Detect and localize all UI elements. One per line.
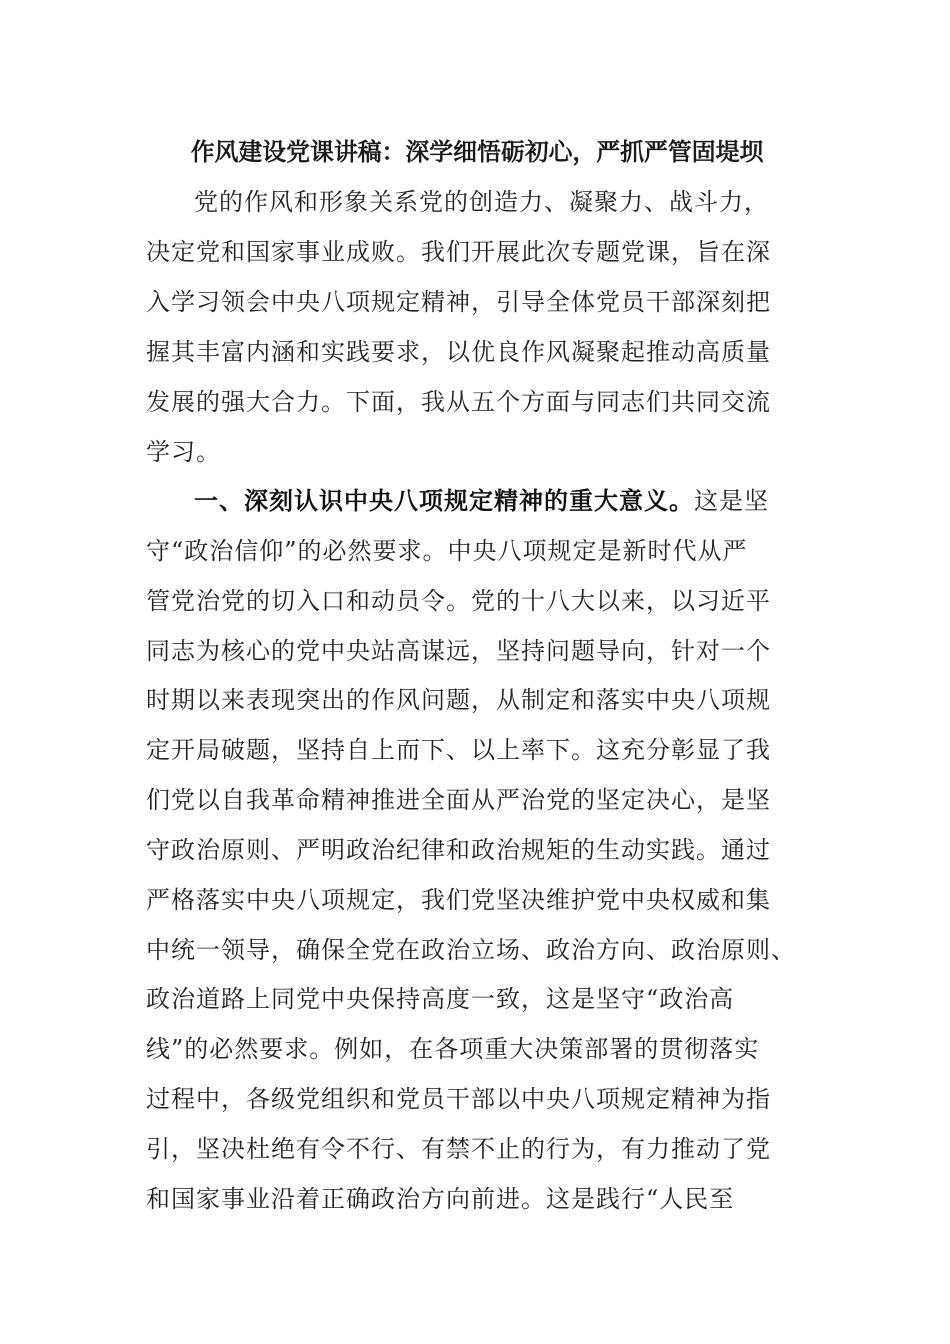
- paragraph-line: 线”的必然要求。例如，在各项重大决策部署的贯彻落实: [146, 1035, 760, 1063]
- paragraph-line: 政治道路上同党中央保持高度一致，这是坚守“政治高: [146, 985, 735, 1013]
- paragraph-line: 同志为核心的党中央站高谋远，坚持问题导向，针对一个: [146, 637, 771, 665]
- paragraph-line: 握其丰富内涵和实践要求，以优良作风凝聚起推动高质量: [146, 338, 771, 366]
- paragraph-line: 们党以自我革命精神推进全面从严治党的坚定决心，是坚: [146, 786, 771, 814]
- section-heading-tail: 这是坚: [694, 487, 769, 515]
- paragraph-line: 守“政治信仰”的必然要求。中央八项规定是新时代从严: [146, 537, 748, 565]
- paragraph-line: 严格落实中央八项规定，我们党坚决维护党中央权威和集: [146, 886, 771, 914]
- paragraph-line: 管党治党的切入口和动员令。党的十八大以来，以习近平: [146, 587, 771, 615]
- paragraph-line: 学习。: [146, 438, 221, 466]
- section-heading: 一、深刻认识中央八项规定精神的重大意义。: [194, 486, 694, 515]
- paragraph-line: 守政治原则、严明政治纪律和政治规矩的生动实践。通过: [146, 836, 771, 864]
- section-heading-line: [194, 481, 769, 521]
- paragraph-line: 中统一领导，确保全党在政治立场、政治方向、政治原则、: [146, 936, 796, 964]
- document-title: 作风建设党课讲稿：深学细悟砺初心，严抓严管固堤坝: [190, 138, 764, 166]
- paragraph-line: 党的作风和形象关系党的创造力、凝聚力、战斗力，: [194, 188, 769, 216]
- paragraph-line: 引，坚决杜绝有令不行、有禁不止的行为，有力推动了党: [146, 1135, 771, 1163]
- paragraph-line: 定开局破题，坚持自上而下、以上率下。这充分彰显了我: [146, 736, 771, 764]
- paragraph-line: 发展的强大合力。下面，我从五个方面与同志们共同交流: [146, 388, 771, 416]
- paragraph-line: 入学习领会中央八项规定精神，引导全体党员干部深刻把: [146, 288, 771, 316]
- paragraph-line: 和国家事业沿着正确政治方向前进。这是践行“人民至: [146, 1185, 735, 1213]
- paragraph-line: 决定党和国家事业成败。我们开展此次专题党课，旨在深: [146, 238, 771, 266]
- paragraph-line: 时期以来表现突出的作风问题，从制定和落实中央八项规: [146, 686, 771, 714]
- paragraph-line: 过程中，各级党组织和党员干部以中央八项规定精神为指: [146, 1085, 771, 1113]
